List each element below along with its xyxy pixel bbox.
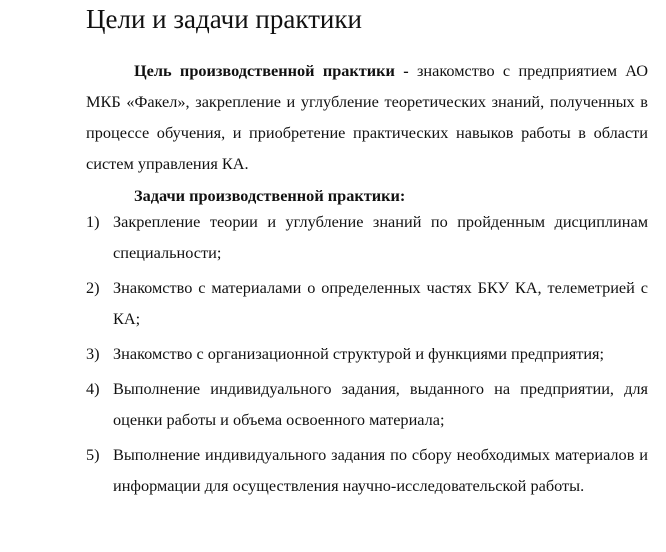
section-heading: Цели и задачи практики xyxy=(86,4,362,34)
task-number: 4) xyxy=(86,379,100,398)
task-item xyxy=(86,439,648,501)
task-item xyxy=(86,206,648,268)
task-text: Выполнение индивидуального задания по сбору необходимых материалов и информации для осуществления научно-исследовательской работы. xyxy=(113,445,648,495)
task-text: Выполнение индивидуального задания, выданного на предприятии, для оценки работы и объема освоенного материала; xyxy=(113,379,648,429)
task-text: Знакомство с организационной структурой и функциями предприятия; xyxy=(113,344,605,363)
goal-text: знакомство с предприятием АО МКБ «Факел», закрепление и углубление теоретических знаний, полученных в процессе обучения, и приобретение практических навыков работы в области систем управления КА. xyxy=(86,61,649,173)
goal-lead: Цель производственной практики - xyxy=(134,61,409,80)
task-text: Знакомство с материалами о определенных частях БКУ КА, телеметрией с КА; xyxy=(113,278,648,328)
task-number: 1) xyxy=(86,212,100,231)
task-text: Закрепление теории и углубление знаний по пройденным дисциплинам специальности; xyxy=(113,212,648,262)
tasks-title: Задачи производственной практики: xyxy=(134,186,406,205)
task-number: 3) xyxy=(86,344,100,363)
task-list xyxy=(86,206,648,505)
task-item xyxy=(86,338,648,369)
task-number: 5) xyxy=(86,445,100,464)
task-item xyxy=(86,272,648,334)
task-number: 2) xyxy=(86,278,100,297)
task-item xyxy=(86,373,648,435)
goal-paragraph xyxy=(86,55,648,179)
